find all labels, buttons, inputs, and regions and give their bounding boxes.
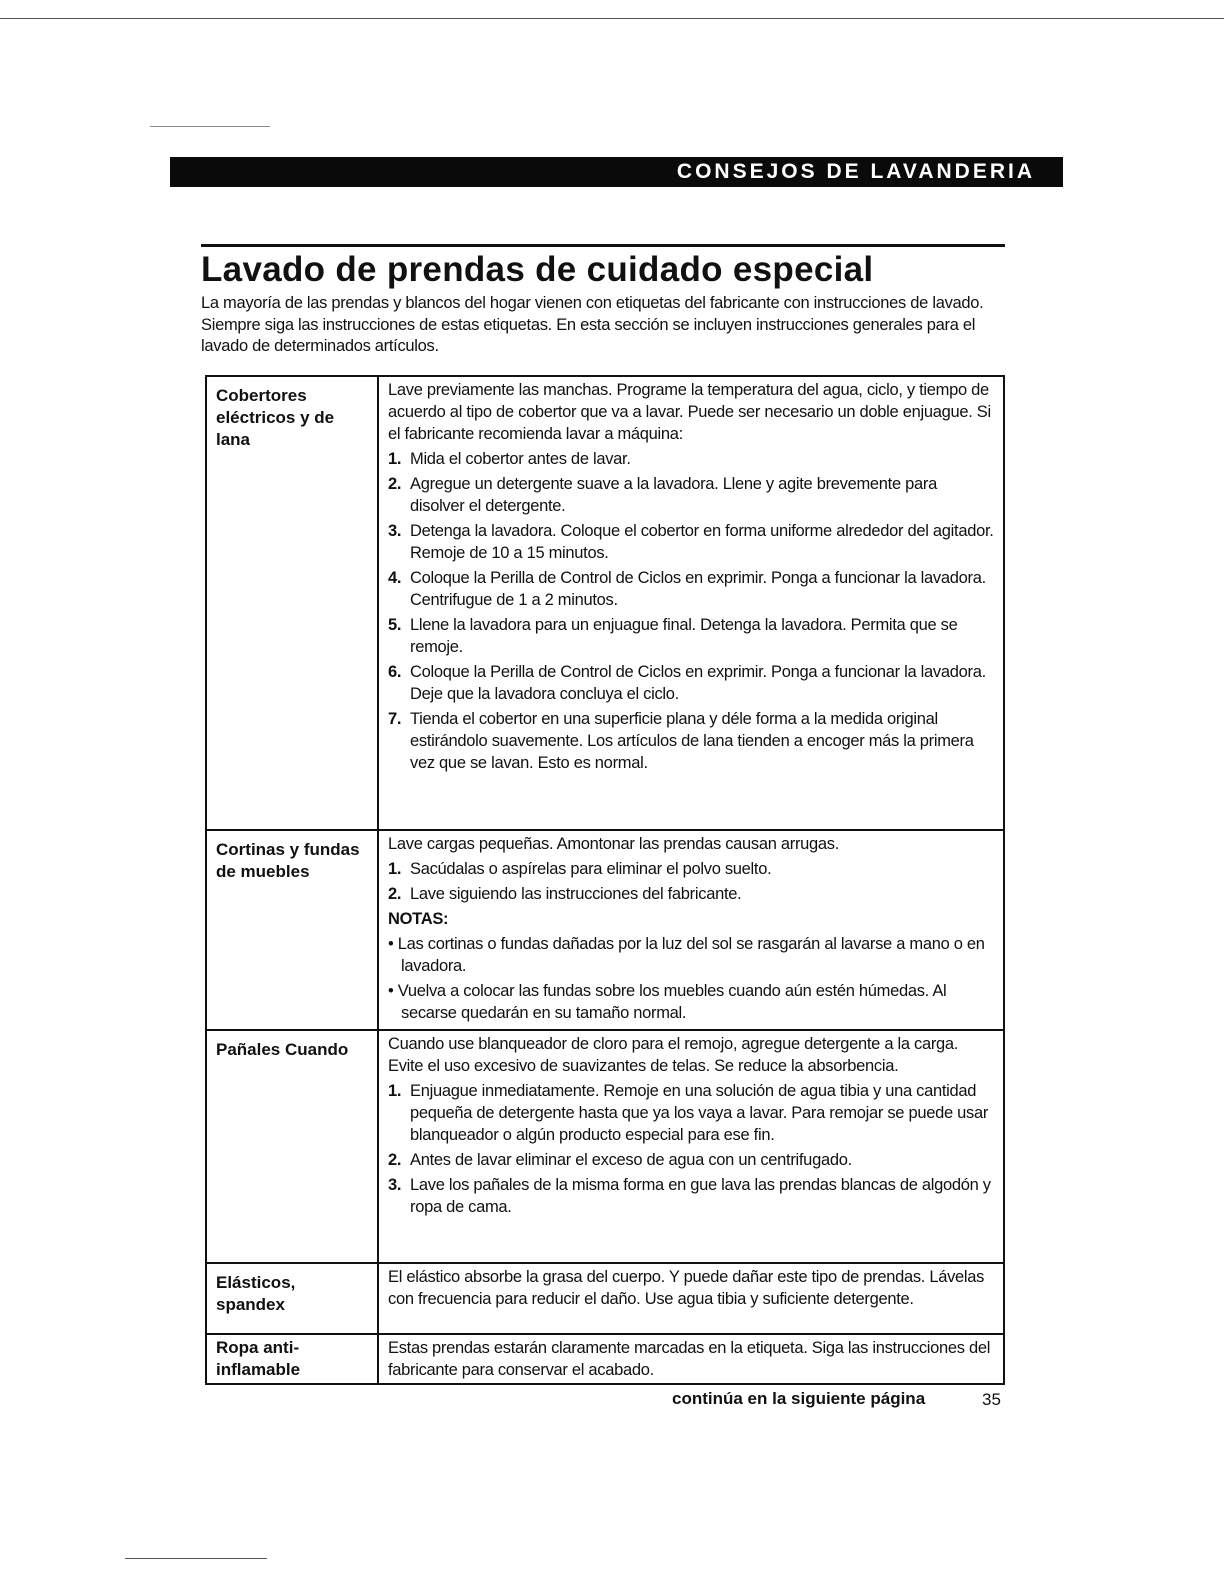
steps-list (388, 1080, 995, 1218)
row-intro: Estas prendas estarán claramente marcadas en la etiqueta. Siga las instrucciones del fabricante para conservar el acabado. (388, 1339, 991, 1379)
row-label: Elásticos, spandex (207, 1264, 379, 1333)
list-item: 6. Coloque la Perilla de Control de Ciclos en exprimir. Ponga a funcionar la lavadora. Deje que la lavadora concluya el ciclo. (388, 663, 986, 703)
list-item: 4. Coloque la Perilla de Control de Ciclos en exprimir. Ponga a funcionar la lavadora. Centrifugue de 1 a 2 minutos. (388, 569, 986, 609)
row-content (379, 1264, 1003, 1333)
row-content (379, 1335, 1003, 1383)
table-row (207, 1262, 1003, 1333)
row-label: Cobertores eléctricos y de lana (207, 377, 379, 829)
title-rule (201, 244, 1005, 247)
list-item: 1. Enjuague inmediatamente. Remoje en una solución de agua tibia y una cantidad pequeña de detergente hasta que ya los vaya a lavar. Para remojar se puede usar blanqueador o algún producto especial para ese fin. (388, 1082, 989, 1144)
list-item: 3. Detenga la lavadora. Coloque el cobertor en forma uniforme alrededor del agitador. Remoje de 10 a 15 minutos. (388, 522, 994, 562)
page-title: Lavado de prendas de cuidado especial (201, 250, 874, 289)
list-item: 2. Lave siguiendo las instrucciones del fabricante. (388, 885, 742, 903)
list-item: • Vuelva a colocar las fundas sobre los muebles cuando aún estén húmedas. Al secarse quedarán en su tamaño normal. (388, 982, 947, 1022)
row-intro: Lave cargas pequeñas. Amontonar las prendas causan arrugas. (388, 835, 840, 853)
intro-paragraph: La mayoría de las prendas y blancos del hogar vienen con etiquetas del fabricante con instrucciones de lavado. Siempre siga las instrucciones de estas etiquetas. En esta sección se incluyen instrucciones generales para el lavado de determinados artículos. (201, 294, 984, 355)
notes-heading: NOTAS: (388, 910, 449, 928)
table-row (207, 829, 1003, 1029)
list-item: 1. Mida el cobertor antes de lavar. (388, 450, 631, 468)
list-item: 2. Antes de lavar eliminar el exceso de agua con un centrifugado. (388, 1151, 852, 1169)
row-intro: Lave previamente las manchas. Programe la temperatura del agua, ciclo, y tiempo de acuerdo al tipo de cobertor que va a lavar. Puede ser necesario un doble enjuague. Si el fabricante recomienda lavar a máquina: (388, 381, 991, 443)
row-content (379, 377, 1003, 829)
row-label: Cortinas y fundas de muebles (207, 831, 379, 1029)
notes-list (388, 933, 995, 1024)
page-number: 35 (982, 1390, 1001, 1409)
scan-line (150, 126, 270, 127)
list-item: • Las cortinas o fundas dañadas por la luz del sol se rasgarán al lavarse a mano o en lavadora. (388, 935, 985, 975)
row-intro: Cuando use blanqueador de cloro para el remojo, agregue detergente a la carga. Evite el uso excesivo de suavizantes de telas. Se reduce la absorbencia. (388, 1035, 959, 1075)
table-row (207, 1333, 1003, 1383)
scan-line (125, 1558, 267, 1559)
steps-list (388, 448, 995, 774)
care-table (205, 375, 1005, 1385)
list-item: 3. Lave los pañales de la misma forma en gue lava las prendas blancas de algodón y ropa de cama. (388, 1176, 991, 1216)
continued-note: continúa en la siguiente página (672, 1389, 926, 1408)
list-item: 7. Tienda el cobertor en una superficie plana y déle forma a la medida original estirándolo suavemente. Los artículos de lana tienden a encoger más la primera vez que se lavan. Esto es normal. (388, 710, 974, 772)
steps-list (388, 858, 995, 905)
row-content (379, 1031, 1003, 1262)
section-header-bar: CONSEJOS DE LAVANDERIA (170, 157, 1063, 187)
list-item: 5. Llene la lavadora para un enjuague final. Detenga la lavadora. Permita que se remoje. (388, 616, 958, 656)
scan-line (0, 18, 1224, 19)
row-content (379, 831, 1003, 1029)
list-item: 2. Agregue un detergente suave a la lavadora. Llene y agite brevemente para disolver el detergente. (388, 475, 937, 515)
row-label: Ropa anti-inflamable (207, 1335, 379, 1383)
table-row (207, 377, 1003, 829)
list-item: 1. Sacúdalas o aspírelas para eliminar el polvo suelto. (388, 860, 772, 878)
row-label: Pañales Cuando (207, 1031, 379, 1262)
row-intro: El elástico absorbe la grasa del cuerpo. Y puede dañar este tipo de prendas. Lávelas con frecuencia para reducir el daño. Use agua tibia y suficiente detergente. (388, 1268, 985, 1308)
table-row (207, 1029, 1003, 1262)
